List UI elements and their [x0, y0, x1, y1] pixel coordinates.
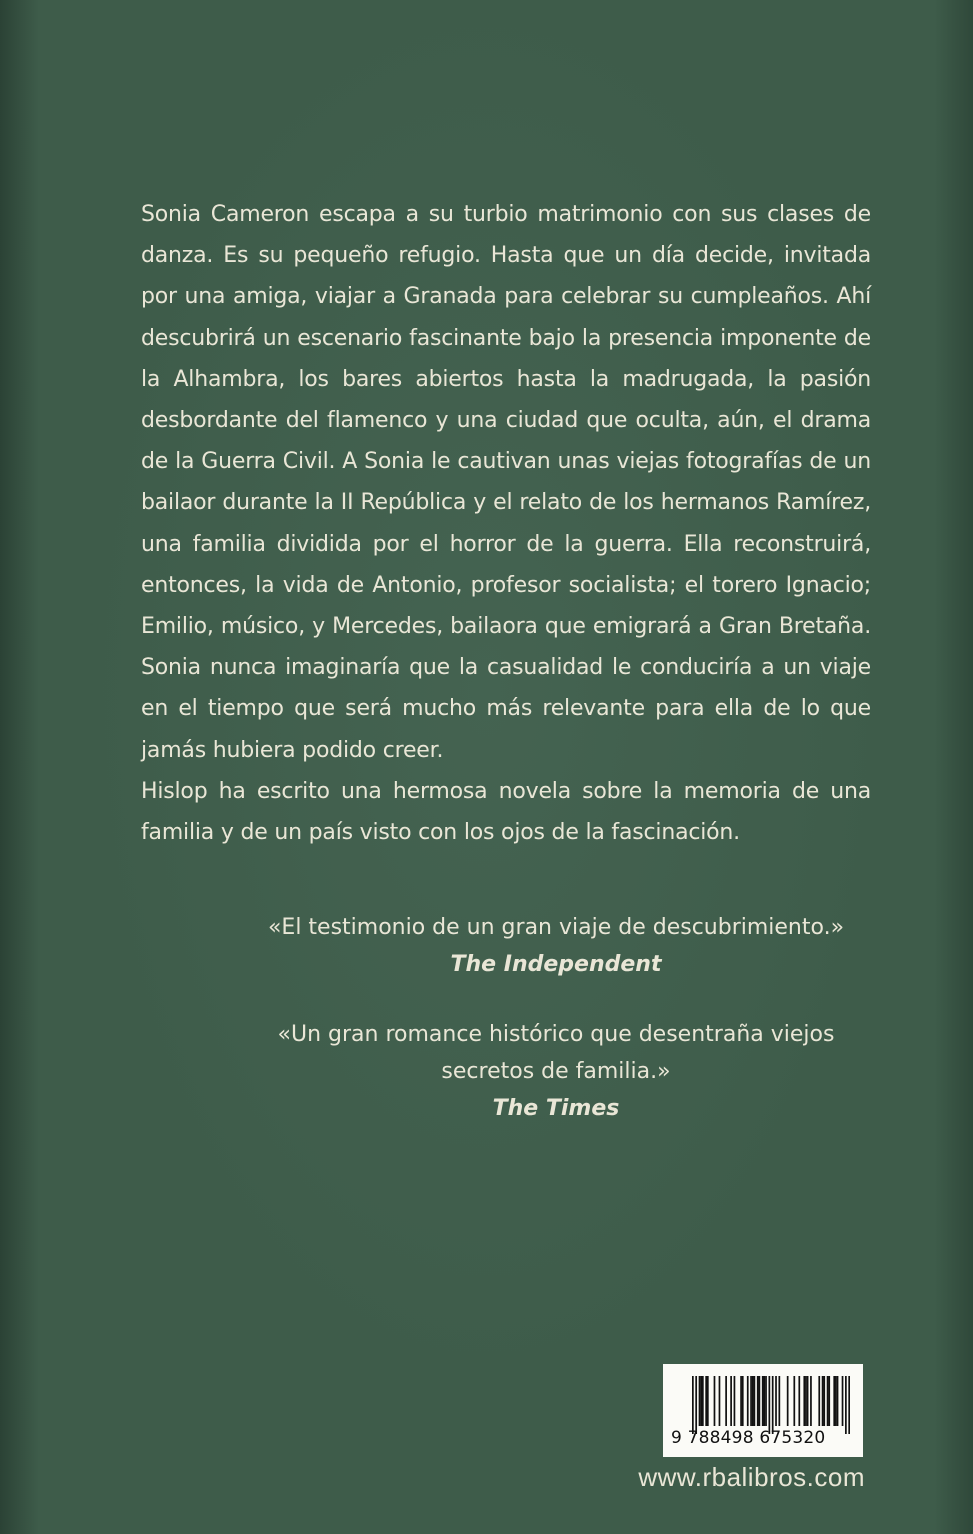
barcode-bar — [835, 1376, 837, 1426]
barcode-bar — [692, 1376, 694, 1434]
barcode-bar — [754, 1376, 756, 1426]
barcode-bar — [714, 1376, 716, 1426]
review-quote — [141, 909, 971, 983]
barcode-bar — [769, 1376, 771, 1434]
barcode-bar — [705, 1376, 707, 1426]
barcode-bar — [740, 1376, 742, 1426]
synopsis — [141, 194, 871, 853]
quote-text: «El testimonio de un gran viaje de descubrimiento.» — [267, 915, 845, 940]
barcode-bar — [742, 1376, 744, 1426]
barcode-bar — [734, 1376, 736, 1426]
quote-source: The Independent — [450, 952, 662, 977]
barcode-bar — [803, 1376, 805, 1426]
review-quotes — [141, 909, 971, 1160]
barcode-bar — [805, 1376, 807, 1426]
barcode-number: 9 788498 675320 — [671, 1428, 826, 1448]
barcode-bar — [778, 1376, 780, 1426]
barcode-bar — [702, 1376, 704, 1426]
barcode-bars — [692, 1376, 850, 1434]
barcode-bar — [719, 1376, 721, 1426]
barcode-bar — [747, 1376, 749, 1426]
barcode-bar — [823, 1376, 825, 1426]
barcode-bar — [695, 1376, 697, 1434]
barcode-bar — [750, 1376, 752, 1426]
barcode-bar — [845, 1376, 847, 1434]
barcode-bar — [730, 1376, 732, 1426]
barcode-bar — [807, 1376, 809, 1426]
review-quote — [141, 1016, 971, 1127]
barcode-bar — [822, 1376, 824, 1426]
barcode-bar — [793, 1376, 795, 1426]
barcode-bar — [757, 1376, 759, 1426]
synopsis-paragraph: Hislop ha escrito una hermosa novela sobre la memoria de una familia y de un país visto con los ojos de la fascinación. — [141, 778, 871, 846]
barcode-bar — [833, 1376, 835, 1426]
barcode-bar — [699, 1376, 701, 1426]
quote-source: The Times — [492, 1096, 620, 1121]
barcode-bar — [762, 1376, 764, 1426]
quote-text: «Un gran romance histórico que desentraña viejos secretos de familia.» — [277, 1022, 835, 1084]
barcode-bar — [798, 1376, 800, 1426]
barcode-bar — [707, 1376, 709, 1426]
barcode-bar — [837, 1376, 839, 1426]
barcode-bar — [765, 1376, 767, 1426]
barcode-bar — [775, 1376, 777, 1426]
barcode-bar — [842, 1376, 844, 1426]
barcode-bar — [759, 1376, 761, 1426]
barcode-bar — [752, 1376, 754, 1426]
barcode-bar — [827, 1376, 829, 1426]
isbn-barcode — [663, 1364, 863, 1457]
barcode-bar — [700, 1376, 702, 1426]
barcode-bar — [810, 1376, 812, 1426]
synopsis-paragraph: Sonia Cameron escapa a su turbio matrimonio con sus clases de danza. Es su pequeño refugio. Hasta que un día decide, invitada por una amiga, viajar a Granada para celebrar su cumpleaños. Ahí descubrirá un escenario fascinante bajo la presencia imponente de la Alhambra, los bares abiertos hasta la madrugada, la pasión desbordante del flamenco y una ciudad que oculta, aún, el drama de la Guerra Civil. A Sonia le cautivan unas viejas fotografías de un bailaor durante la II República y el relato de los hermanos Ramírez, una familia dividida por el horror de la guerra. Ella reconstruirá, entonces, la vida de Antonio, profesor socialista; el torero Ignacio; Emilio, músico, y Mercedes, bailaora que emigrará a Gran Bretaña. Sonia nunca imaginaría que la casualidad le conduciría a un viaje en el tiempo que será mucho más relevante para ella de lo que jamás hubiera podido creer. — [141, 202, 871, 763]
barcode-bar — [772, 1376, 774, 1434]
barcode-bar — [818, 1376, 820, 1426]
barcode-bar — [848, 1376, 850, 1434]
publisher-website: www.rbalibros.com — [638, 1462, 865, 1492]
barcode-bar — [725, 1376, 727, 1426]
barcode-bar — [787, 1376, 789, 1426]
barcode-bar — [764, 1376, 766, 1426]
barcode-bar — [828, 1376, 830, 1426]
